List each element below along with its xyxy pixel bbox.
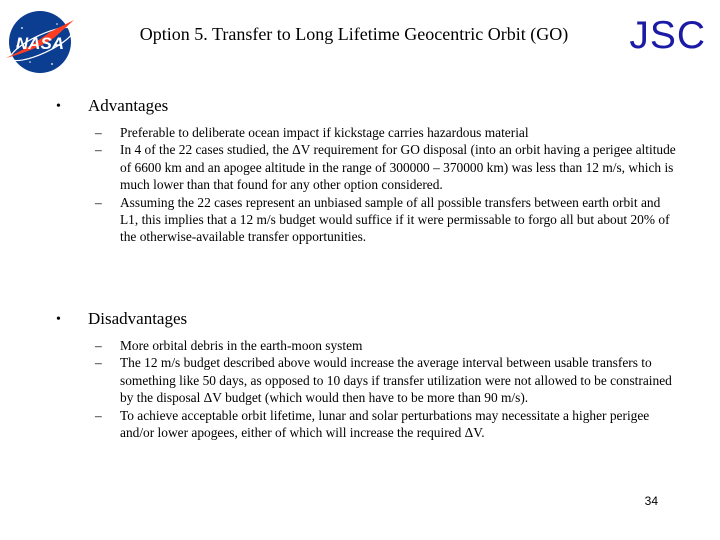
- disadvantages-section: [56, 309, 676, 441]
- list-item: – The 12 m/s budget described above would increase the average interval between usable transfers to something like 50 days, as opposed to 10 days if transfer utilization were not allowed to be constrained by the disposal ΔV budget (which would then have to be more than 90 m/s).: [95, 355, 672, 406]
- advantages-section: [56, 96, 676, 246]
- section-heading: Advantages: [88, 96, 169, 115]
- list-item: – More orbital debris in the earth-moon system: [95, 338, 363, 353]
- bullet-icon: •: [56, 312, 61, 327]
- jsc-label: JSC: [629, 14, 706, 57]
- list-item: – Assuming the 22 cases represent an unbiased sample of all possible transfers between earth orbit and L1, this implies that a 12 m/s budget would suffice if it were permissable to forgo all but about 20% of the otherwise-available transfer opportunities.: [95, 194, 670, 245]
- list-item: – In 4 of the 22 cases studied, the ΔV requirement for GO disposal (into an orbit having a perigee altitude of 6600 km and an apogee altitude in the range of 300000 – 370000 km) was less than 12 m/s, which is much lower than that found for any other option considered.: [95, 142, 676, 193]
- bullet-icon: •: [56, 99, 61, 114]
- svg-text:NASA: NASA: [15, 34, 65, 53]
- slide-title: Option 5. Transfer to Long Lifetime Geocentric Orbit (GO): [139, 24, 569, 44]
- section-heading: Disadvantages: [88, 309, 188, 328]
- page-number: 34: [644, 494, 658, 508]
- list-item: – Preferable to deliberate ocean impact if kickstage carries hazardous material: [95, 125, 529, 140]
- list-item: – To achieve acceptable orbit lifetime, lunar and solar perturbations may necessitate a higher perigee and/or lower apogees, either of which will increase the required ΔV.: [95, 407, 650, 441]
